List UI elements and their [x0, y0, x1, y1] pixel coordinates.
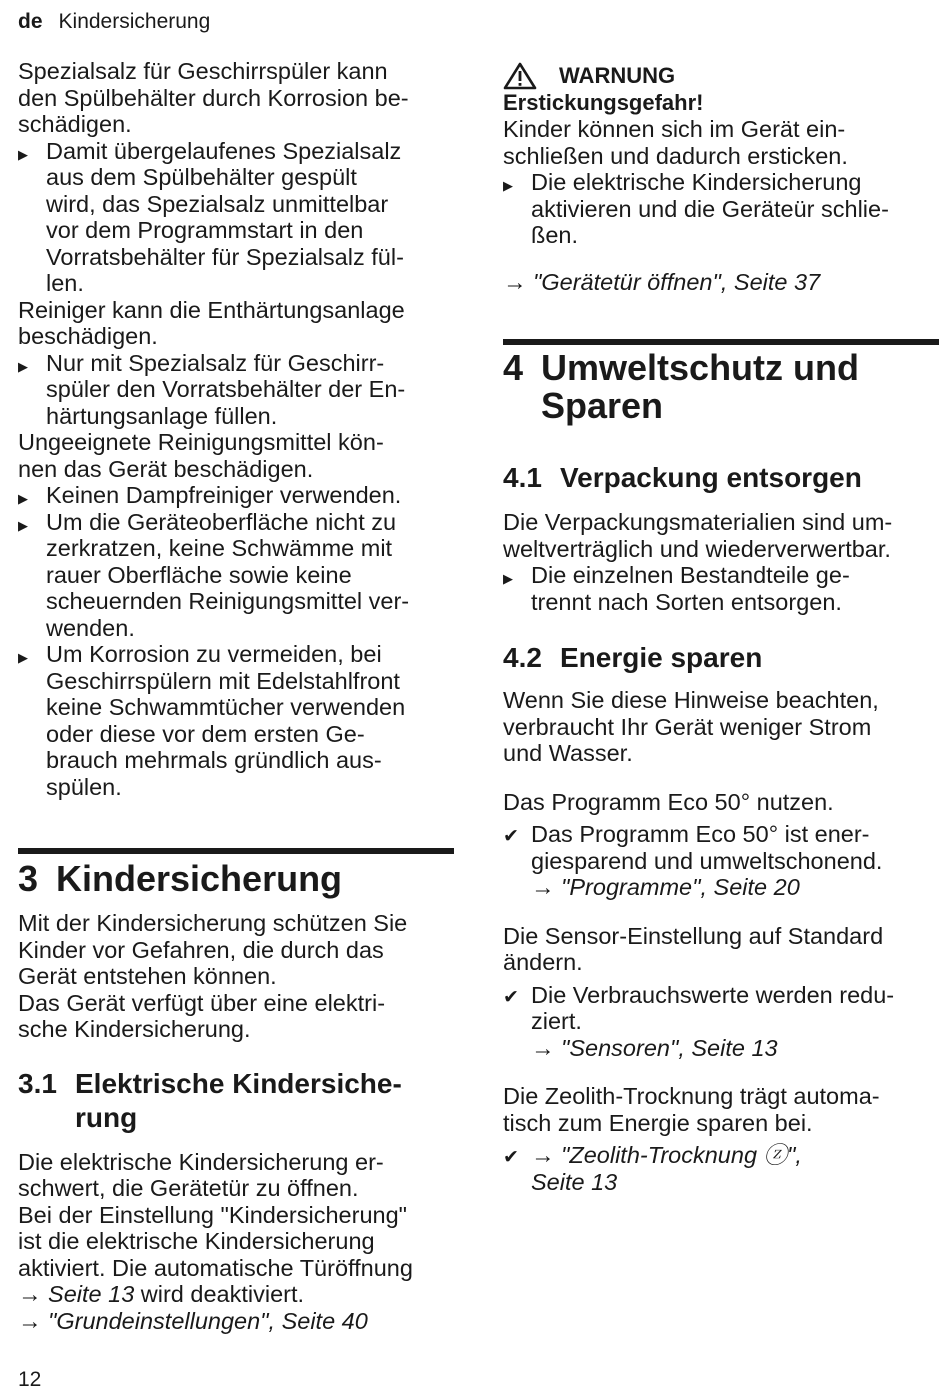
- paragraph: Mit der Kindersicherung schützen Sie Kinder vor Gefahren, die durch das Gerät entstehen können.: [18, 910, 408, 989]
- page-number: 12: [18, 1368, 42, 1391]
- paragraph: Die Sensor-Einstellung auf Standard ändern.: [503, 922, 884, 975]
- page-reference-link[interactable]: "Zeolith-Trocknung ⓩ", Seite 13: [531, 1142, 802, 1195]
- header-title: Kindersicherung: [58, 10, 211, 33]
- checkmark-icon: ✔: [503, 986, 519, 1008]
- page-reference-link[interactable]: Seite 13: [48, 1281, 135, 1307]
- paragraph: Kinder können sich im Gerät ein- schließen und dadurch ersticken.: [503, 116, 848, 169]
- triangle-bullet-icon: ▶: [503, 571, 513, 586]
- page-reference-link[interactable]: "Gerätetür öffnen", Seite 37: [533, 268, 821, 295]
- triangle-bullet-icon: ▶: [18, 146, 28, 162]
- paragraph: Die elektrische Kindersicherung er- schwert, die Gerätetür zu öffnen.: [18, 1148, 384, 1201]
- language-code: de: [18, 10, 43, 33]
- bullet-item: ▶ Um die Geräteoberfläche nicht zu zerkratzen, keine Schwämme mit rauer Oberfläche sowie keine scheuernden Reinigungsmittel ver- wenden.: [18, 508, 410, 641]
- reference: [18, 1308, 454, 1335]
- right-column: [503, 62, 939, 1195]
- arrow-icon: →: [531, 1034, 555, 1061]
- chapter-number: 4: [503, 347, 524, 388]
- chapter-heading: 4 Umweltschutz und Sparen: [503, 347, 860, 426]
- section-heading: 4.1 Verpackung entsorgen: [503, 462, 862, 493]
- triangle-bullet-icon: ▶: [18, 358, 28, 374]
- paragraph: Bei der Einstellung "Kindersicherung" ist die elektrische Kindersicherung aktiviert. Die automatische Türöffnung → Seite 13 wird deaktiviert.: [18, 1201, 413, 1307]
- arrow-icon: →: [503, 268, 527, 295]
- checkmark-icon: ✔: [503, 1147, 519, 1168]
- section-number: 3.1: [18, 1067, 57, 1099]
- triangle-bullet-icon: ▶: [503, 178, 513, 193]
- warning-triangle-icon: [503, 62, 537, 90]
- section-heading: 4.2 Energie sparen: [503, 642, 763, 673]
- bullet-item: ▶ Keinen Dampfreiniger verwenden.: [18, 482, 454, 509]
- paragraph: Das Programm Eco 50° nutzen.: [503, 788, 834, 815]
- bullet-item: ▶ Die einzelnen Bestandteile ge- trennt nach Sorten entsorgen.: [503, 562, 850, 615]
- paragraph: Reiniger kann die Enthärtungsanlage beschädigen.: [18, 296, 405, 349]
- check-item: ✔ Die Verbrauchswerte werden redu- ziert. → "Sensoren", Seite 13: [503, 981, 895, 1061]
- triangle-bullet-icon: ▶: [18, 517, 28, 533]
- paragraph: Wenn Sie diese Hinweise beachten, verbraucht Ihr Gerät weniger Strom und Wasser.: [503, 687, 879, 766]
- arrow-icon: →: [18, 1307, 42, 1334]
- paragraph: Die Verpackungsmaterialien sind um- weltverträglich und wiederverwertbar.: [503, 509, 893, 562]
- chapter-title: Kindersicherung: [56, 858, 343, 899]
- page-header: [18, 8, 210, 36]
- left-column: [18, 58, 454, 1334]
- section-number: 4.2: [503, 642, 542, 673]
- arrow-icon: →: [531, 874, 555, 900]
- paragraph: Spezialsalz für Geschirrspüler kann den Spülbehälter durch Korrosion be- schädigen.: [18, 58, 409, 137]
- warning-label: WARNUNG: [559, 63, 676, 88]
- bullet-item: ▶ Um Korrosion zu vermeiden, bei Geschirrspülern mit Edelstahlfront keine Schwammtücher verwenden oder diese vor dem ersten Ge- brauch mehrmals gründlich aus- spülen.: [18, 641, 406, 800]
- triangle-bullet-icon: ▶: [18, 491, 28, 506]
- bullet-item: ▶ Nur mit Spezialsalz für Geschirr- spüler den Vorratsbehälter der En- härtungsanlage füllen.: [18, 349, 406, 429]
- chapter-number: 3: [18, 858, 39, 899]
- page-reference-link[interactable]: "Sensoren", Seite 13: [561, 1034, 778, 1061]
- check-item: ✔ Das Programm Eco 50° ist ener- giesparend und umweltschonend. → "Programme", Seite 20: [503, 821, 883, 900]
- bullet-item: ▶ Damit übergelaufenes Spezialsalz aus dem Spülbehälter gespült wird, das Spezialsalz unmittelbar vor dem Programmstart in den Vorratsbehälter für Spezialsalz fül- len.: [18, 137, 404, 296]
- page-reference-link[interactable]: "Programme", Seite 20: [561, 874, 800, 900]
- check-item: [503, 1142, 939, 1195]
- paragraph: Das Gerät verfügt über eine elektri- sche Kindersicherung.: [18, 989, 386, 1042]
- paragraph: Die Zeolith-Trocknung trägt automa- tisch zum Energie sparen bei.: [503, 1083, 880, 1136]
- bullet-item: ▶ Die elektrische Kindersicherung aktivieren und die Geräteür schlie- ßen.: [503, 169, 889, 248]
- checkmark-icon: ✔: [503, 826, 519, 847]
- arrow-icon: →: [18, 1281, 42, 1307]
- paragraph: Ungeeignete Reinigungsmittel kön- nen das Gerät beschädigen.: [18, 429, 384, 482]
- section-number: 4.1: [503, 462, 542, 493]
- reference: [503, 269, 939, 296]
- section-heading: 3.1 Elektrische Kindersiche- rung: [18, 1067, 402, 1133]
- triangle-bullet-icon: ▶: [18, 650, 28, 665]
- chapter-heading: [18, 860, 454, 898]
- warning-subtitle: Erstickungsgefahr!: [503, 90, 704, 115]
- arrow-icon: →: [531, 1142, 555, 1168]
- warning-heading: [503, 62, 939, 90]
- page-reference-link[interactable]: "Grundeinstellungen", Seite 40: [48, 1307, 368, 1334]
